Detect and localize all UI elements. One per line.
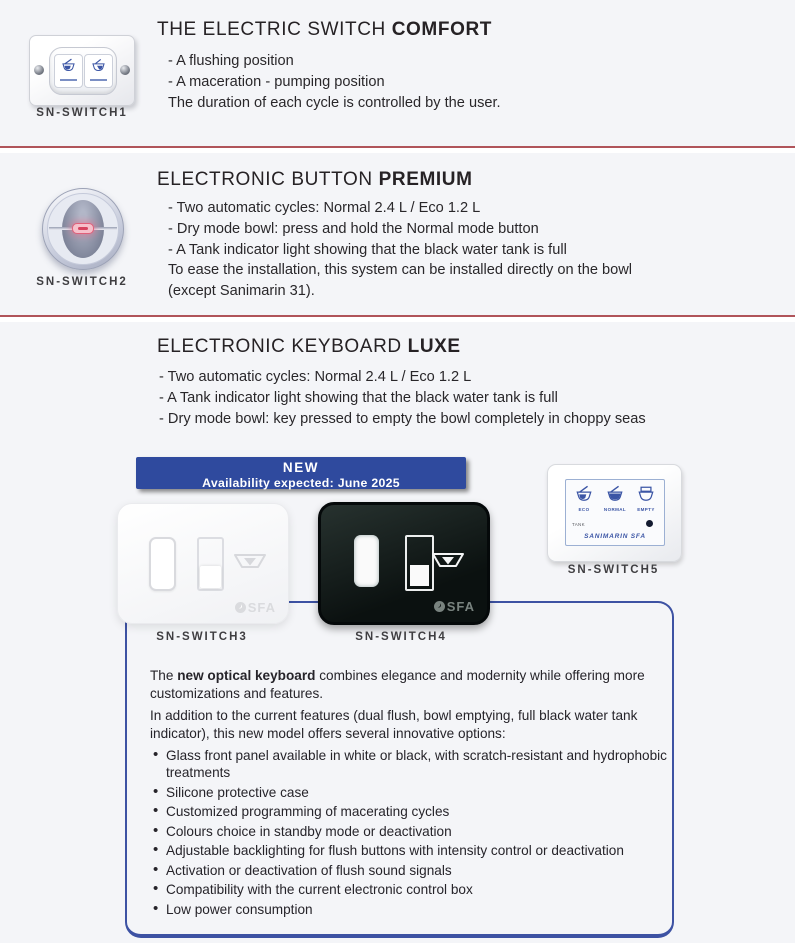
tank-indicator-light <box>72 223 94 234</box>
switch3-product-image <box>117 503 289 624</box>
sanimarin-brand-text: SANIMARIN SFA <box>584 533 646 540</box>
section1-text <box>168 51 501 113</box>
section2-title-bold: PREMIUM <box>378 169 473 190</box>
normal-key <box>602 485 628 512</box>
key-fill <box>200 566 221 588</box>
feature-bullet-list <box>150 747 667 918</box>
screw-icon <box>34 65 44 75</box>
tank-indicator-dot <box>646 520 653 527</box>
section3-line: - A Tank indicator light showing that the black water tank is full <box>159 389 558 406</box>
dual-flush-key-button <box>197 537 224 591</box>
section3-text <box>159 367 646 429</box>
toilet-empty-icon <box>637 485 655 502</box>
new-availability-banner <box>136 457 466 489</box>
feature-bullet: • Colours choice in standby mode or deactivation <box>150 823 667 840</box>
empty-key <box>633 485 659 512</box>
tank-label: TANK <box>572 522 585 527</box>
switch2-inner-ring <box>47 193 119 265</box>
feature-paragraph-2: In addition to the current features (dual flush, bowl emptying, full black water tank indicator), this new model offers several innovative options: <box>150 708 638 741</box>
switch2-product-image <box>42 188 124 270</box>
feature-bullet: • Silicone protective case <box>150 784 667 801</box>
feature-bullet: • Activation or deactivation of flush sound signals <box>150 862 667 879</box>
empty-bowl-icon <box>431 552 465 576</box>
section1-title <box>157 19 492 41</box>
sfa-logo <box>235 600 276 615</box>
section2-line: - A Tank indicator light showing that the black water tank is full <box>168 241 567 258</box>
sfa-droplet-icon <box>434 601 445 612</box>
screw-icon <box>120 65 130 75</box>
section1-line: - A flushing position <box>168 53 294 69</box>
flush-rocker-button <box>54 54 83 88</box>
p1-bold: new optical keyboard <box>177 668 316 683</box>
eco-key-label: ECO <box>578 507 590 512</box>
luxe-feature-box <box>125 601 674 938</box>
banner-availability-label: Availability expected: June 2025 <box>202 476 400 490</box>
dual-flush-key-button <box>405 535 434 591</box>
product-code-switch2: SN-SWITCH2 <box>36 276 128 288</box>
normal-key-label: NORMAL <box>603 507 627 512</box>
feature-box-content <box>150 667 667 920</box>
toilet-normal-icon <box>606 485 624 502</box>
toilet-pump-icon <box>91 58 106 72</box>
sfa-logo <box>434 599 475 614</box>
switch1-product-image <box>29 35 135 106</box>
sfa-logo-text: SFA <box>247 600 276 615</box>
section3-line: - Two automatic cycles: Normal 2.4 L / Eco 1.2 L <box>159 369 472 385</box>
banner-new-label: NEW <box>282 460 320 475</box>
feature-bullet: • Glass front panel available in white or black, with scratch-resistant and hydrophobic treatments <box>150 747 667 781</box>
section2-line: - Two automatic cycles: Normal 2.4 L / Eco 1.2 L <box>168 200 481 216</box>
section3-line: - Dry mode bowl: key pressed to empty the bowl completely in choppy seas <box>159 410 646 427</box>
section2-line: To ease the installation, this system can be installed directly on the bowl <box>168 262 633 279</box>
p1-post: combines elegance and modernity while offering more customizations and features. <box>150 668 645 701</box>
key-fill <box>410 565 429 586</box>
feature-bullet: • Adjustable backlighting for flush buttons with intensity control or deactivation <box>150 842 667 859</box>
rocker-caption-line <box>60 79 77 81</box>
section2-title <box>157 169 473 191</box>
sfa-logo-text: SFA <box>446 599 475 614</box>
divider-red-rule <box>0 315 795 317</box>
toilet-flush-icon <box>61 58 76 72</box>
section3-title <box>157 336 461 358</box>
toilet-eco-icon <box>575 485 593 502</box>
switch5-product-image <box>547 464 682 562</box>
switch5-key-area <box>565 479 665 546</box>
section2-line: (except Sanimarin 31). <box>168 283 315 300</box>
product-code-switch1: SN-SWITCH1 <box>36 107 128 119</box>
section3-title-bold: LUXE <box>407 336 461 357</box>
section1-line: - A maceration - pumping position <box>168 73 385 90</box>
feature-paragraph-1 <box>150 667 667 702</box>
feature-bullet: • Low power consumption <box>150 901 667 918</box>
section3-title-normal: ELECTRONIC KEYBOARD <box>157 336 408 357</box>
divider-red-rule <box>0 146 795 148</box>
p1-pre: The <box>150 668 178 683</box>
rocker-caption-line <box>90 79 107 81</box>
product-code-switch5: SN-SWITCH5 <box>567 564 660 576</box>
eco-key <box>571 485 597 512</box>
section-divider <box>0 315 795 322</box>
switch1-button-pad <box>49 47 117 95</box>
section1-line: The duration of each cycle is controlled by the user. <box>168 94 501 111</box>
empty-key-label: EMPTY <box>637 507 655 512</box>
flush-key-button <box>149 537 176 591</box>
pump-rocker-button <box>84 54 113 88</box>
switch4-product-image <box>318 502 490 625</box>
section1-title-bold: COMFORT <box>391 19 492 40</box>
section2-line: - Dry mode bowl: press and hold the Normal mode button <box>168 220 539 237</box>
product-code-switch3: SN-SWITCH3 <box>156 631 248 643</box>
section-divider <box>0 146 795 153</box>
sfa-droplet-icon <box>235 602 246 613</box>
product-code-switch4: SN-SWITCH4 <box>355 631 447 643</box>
empty-bowl-icon <box>233 553 267 577</box>
feature-bullet: • Compatibility with the current electronic control box <box>150 881 667 898</box>
feature-bullet: • Customized programming of macerating cycles <box>150 803 667 820</box>
section2-text <box>168 198 632 302</box>
section2-title-normal: ELECTRONIC BUTTON <box>157 169 379 190</box>
section1-title-normal: THE ELECTRIC SWITCH <box>157 19 392 40</box>
flush-key-button <box>354 535 379 587</box>
